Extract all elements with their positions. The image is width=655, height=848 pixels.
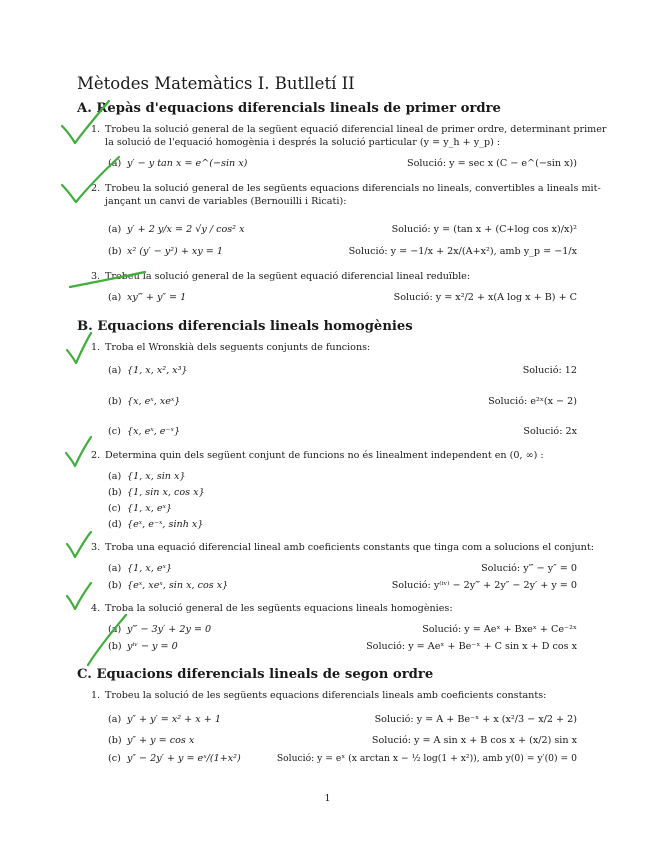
b-q3-a-label: (a) xyxy=(108,563,122,574)
b-q4-a-label: (a) xyxy=(108,624,122,635)
b-q4-number: 4. xyxy=(91,603,101,614)
b-q3-b-set: {eˣ, xeˣ, sin x, cos x} xyxy=(127,580,229,591)
a-q1-number: 1. xyxy=(91,124,101,135)
b-q2-c-set: {1, x, eˣ} xyxy=(127,503,173,514)
a-q1-text-line1: Trobeu la solució general de la següent equació diferencial lineal de primer ordre, determinant primer xyxy=(105,124,607,135)
a-q2-a-solution: Solució: y = (tan x + (C+log cos x)/x)² xyxy=(391,224,577,235)
c-q1-c-equation: y″ − 2y′ + y = eˣ/(1+x²) xyxy=(127,753,241,764)
a-q2-number: 2. xyxy=(91,183,101,194)
b-q2-c-label: (c) xyxy=(108,503,121,514)
b-q1-c-set: {x, eˣ, e⁻ˣ} xyxy=(127,426,181,437)
b-q3-text-line1: Troba una equació diferencial lineal amb coeficients constants que tinga com a solucions el conjunt: xyxy=(105,542,594,553)
b-q1-c-solution: Solució: 2x xyxy=(523,426,577,437)
a-q2-a-equation: y′ + 2 y/x = 2 √y / cos² x xyxy=(127,224,245,235)
b-q4-b-equation: yⁱᵛ − y = 0 xyxy=(127,641,178,652)
a-q1-a-label: (a) xyxy=(108,158,122,169)
check-mark-icon xyxy=(67,333,91,363)
c-q1-b-label: (b) xyxy=(108,735,122,746)
b-q4-a-solution: Solució: y = Aeˣ + Bxeˣ + Ce⁻²ˣ xyxy=(422,624,577,635)
b-q3-a-set: {1, x, eˣ} xyxy=(127,563,173,574)
section-b-heading: B. Equacions diferencials lineals homogènies xyxy=(77,319,413,334)
b-q3-number: 3. xyxy=(91,542,101,553)
a-q2-a-label: (a) xyxy=(108,224,122,235)
b-q4-b-solution: Solució: y = Aeˣ + Be⁻ˣ + C sin x + D cos x xyxy=(366,641,577,652)
b-q4-b-label: (b) xyxy=(108,641,122,652)
b-q2-a-label: (a) xyxy=(108,471,122,482)
b-q2-d-label: (d) xyxy=(108,519,122,530)
section-a-heading: A. Repàs d'equacions diferencials lineals de primer ordre xyxy=(77,101,501,116)
c-q1-text-line1: Trobeu la solució de les següents equacions diferencials lineals amb coeficients constants: xyxy=(105,690,547,701)
check-mark-icon xyxy=(66,437,91,466)
b-q2-a-set: {1, x, sin x} xyxy=(127,471,186,482)
b-q1-b-set: {x, eˣ, xeˣ} xyxy=(127,396,181,407)
c-q1-c-label: (c) xyxy=(108,753,121,764)
check-mark-icon xyxy=(88,615,126,665)
a-q3-text-line1: Trobeu la solució general de la següent equació diferencial lineal reduïble: xyxy=(105,271,471,282)
a-q1-a-equation: y′ − y tan x = e^(−sin x) xyxy=(127,158,248,169)
a-q3-a-equation: xy‴ + y″ = 1 xyxy=(127,292,187,303)
c-q1-b-equation: y″ + y = cos x xyxy=(127,735,195,746)
b-q2-text-line1: Determina quin dels següent conjunt de funcions no és linealment independent en (0, ∞) : xyxy=(105,450,544,461)
b-q1-a-set: {1, x, x², x³} xyxy=(127,365,188,376)
c-q1-a-solution: Solució: y = A + Be⁻ˣ + x (x²/3 − x/2 + 2) xyxy=(374,714,577,725)
a-q2-b-solution: Solució: y = −1/x + 2x/(A+x²), amb y_p = −1/x xyxy=(348,246,577,257)
b-q1-b-solution: Solució: e²ˣ(x − 2) xyxy=(488,396,577,407)
b-q1-a-solution: Solució: 12 xyxy=(522,365,577,376)
a-q3-number: 3. xyxy=(91,271,101,282)
check-mark-icon xyxy=(67,532,91,557)
b-q2-number: 2. xyxy=(91,450,101,461)
a-q3-a-label: (a) xyxy=(108,292,122,303)
section-c-heading: C. Equacions diferencials lineals de segon ordre xyxy=(77,667,434,682)
b-q2-d-set: {eˣ, e⁻ˣ, sinh x} xyxy=(127,519,204,530)
document-title: Mètodes Matemàtics I. Butlletí II xyxy=(77,74,355,93)
a-q3-a-solution: Solució: y = x²/2 + x(A log x + B) + C xyxy=(393,292,577,303)
page-number: 1 xyxy=(324,793,331,804)
b-q1-text-line1: Troba el Wronskià dels seguents conjunts de funcions: xyxy=(105,342,371,353)
c-q1-number: 1. xyxy=(91,690,101,701)
a-q2-text-line1: Trobeu la solució general de les següents equacions diferencials no lineals, convertibles a lineals mit- xyxy=(105,183,601,194)
b-q3-a-solution: Solució: y‴ − y″ = 0 xyxy=(481,563,577,574)
b-q1-number: 1. xyxy=(91,342,101,353)
a-q2-b-label: (b) xyxy=(108,246,122,257)
b-q4-text-line1: Troba la solució general de les següents equacions lineals homogènies: xyxy=(105,603,453,614)
b-q2-b-label: (b) xyxy=(108,487,122,498)
a-q2-text-line2: jançant un canvi de variables (Bernouilli i Ricati): xyxy=(105,196,347,207)
a-q1-a-solution: Solució: y = sec x (C − e^(−sin x)) xyxy=(407,158,577,169)
a-q1-text-line2: la solució de l'equació homogènia i després la solució particular (y = y_h + y_p) : xyxy=(105,137,501,148)
c-q1-c-solution: Solució: y = eˣ (x arctan x − ½ log(1 + x²)), amb y(0) = y′(0) = 0 xyxy=(276,753,577,764)
b-q2-b-set: {1, sin x, cos x} xyxy=(127,487,205,498)
c-q1-a-equation: y″ + y′ = x² + x + 1 xyxy=(127,714,221,725)
b-q3-b-solution: Solució: y⁽ⁱᵛ⁾ − 2y‴ + 2y″ − 2y′ + y = 0 xyxy=(391,580,577,591)
check-mark-icon xyxy=(67,583,91,609)
b-q1-a-label: (a) xyxy=(108,365,122,376)
b-q4-a-equation: y‴ − 3y′ + 2y = 0 xyxy=(127,624,212,635)
c-q1-b-solution: Solució: y = A sin x + B cos x + (x/2) sin x xyxy=(371,735,577,746)
c-q1-a-label: (a) xyxy=(108,714,122,725)
b-q1-c-label: (c) xyxy=(108,426,121,437)
a-q2-b-equation: x² (y′ − y²) + xy = 1 xyxy=(127,246,224,257)
b-q1-b-label: (b) xyxy=(108,396,122,407)
b-q3-b-label: (b) xyxy=(108,580,122,591)
